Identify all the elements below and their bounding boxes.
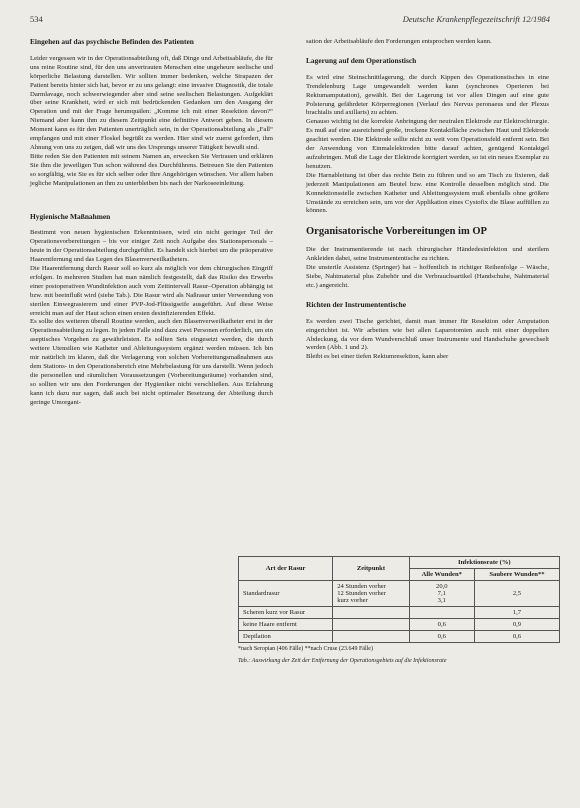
- cell-alle: 0,6: [409, 619, 474, 631]
- section-heading-organization: Organisatorische Vorbereitungen im OP: [306, 226, 487, 238]
- page-number: 534: [30, 14, 43, 24]
- table-caption: Tab.: Auswirkung der Zeit der Entfernung der Operationsgebiets auf die Infektionsrate: [238, 658, 447, 664]
- cell-zeit: [333, 631, 409, 643]
- paragraph: Bestimmt von neuen hygienischen Erkenntnissen, wird ein nicht geringer Teil der Operationsvorbereitungen – bis vor einiger Zeit noch Aufgabe des Stationspersonals – heute in der Operationsabteilung durchgeführt. Es handelt sich hierbei um die präoperative Haarentfernung und das Legen des Blasenverweilkatheters.: [30, 229, 273, 264]
- table-row: [239, 607, 560, 619]
- right-column: [306, 38, 549, 362]
- running-header: [30, 14, 550, 24]
- paragraph: Die Haarentfernung durch Rasur soll so kurz als möglich vor dem chirurgischen Eingriff erfolgen. In mehreren Studien hat man nämlich festgestellt, daß das Risiko des Erwerbs einer postoperativen Wundinfektion auch vom Zeitintervall Rasur–Operation abhängig ist bzw. mit beeinflußt wird (siehe Tab.). Die Rasur wird als Naßrasur unter Verwendung von sterilen Einwegrasierern und einer PVP-Jod-Flüssigseife ausgeführt. Auf diese Weise erreicht man auf der Haut schon einen ersten desinfizierenden Effekt.: [30, 265, 273, 317]
- section-heading-positioning: Lagerung auf dem Operationstisch: [306, 55, 417, 65]
- table-row: [239, 581, 560, 607]
- section-heading-patient: Eingehen auf das psychische Befinden des Patienten: [30, 37, 194, 46]
- cell-saubere: 2,5: [474, 581, 559, 607]
- section-heading-hygiene: Hygienische Maßnahmen: [30, 211, 111, 221]
- col-header-alle: Alle Wunden*: [409, 569, 474, 581]
- cell-alle: 0,6: [409, 631, 474, 643]
- cell-art: Standardrasur: [239, 581, 333, 607]
- col-header-zeit: Zeitpunkt: [333, 557, 409, 581]
- table-row: [239, 631, 560, 643]
- paragraph: Die unsterile Assistenz (Springer) hat – hoffentlich in richtiger Reihenfolge – Wäsche, Siebe, Nahtmaterial plus Zubehör und die Verbrauchsartikel (Handschuhe, Nahtmaterial etc.) angereicht.: [306, 264, 549, 289]
- cell-alle: 20,0 7,1 3,1: [409, 581, 474, 607]
- section-heading-instrument-tables: Richten der Instrumententische: [306, 299, 407, 309]
- paragraph: Genauso wichtig ist die korrekte Anbringung der neutralen Elektrode zur Elektrochirurgie. Es muß auf eine ausreichend große, trockene Kontaktfläche zwischen Haut und Elektrode geachtet werden. Die Elektrode sollte nicht zu weit vom Operationsfeld entfernt sein. Bei der Anwendung von Einmalelektroden bitte darauf achten, genügend Kontaktgel aufzubringen. Muß die Lage der Elektrode korrigiert werden, so ist ein neues Exemplar zu benutzen.: [306, 118, 549, 170]
- infection-rate-table: [238, 556, 560, 664]
- col-header-saubere: Saubere Wunden**: [474, 569, 559, 581]
- table-footnote: *nach Seropian (406 Fälle) **nach Cruse (23.649 Fälle): [238, 646, 373, 652]
- table-row: [239, 619, 560, 631]
- paragraph: Bitte reden Sie den Patienten mit seinem Namen an, erwecken Sie Vertrauen und erklären Sie ihm die jeweiligen Tun schon während des Durchführens. Betreuen Sie den Patienten so sorgfältig, wie Sie es für sich selber oder Ihre Angehörigen wünschen. Vor allem haben jegliche Manipulationen an ihm zu unterbleiben bis nach der Narkoseeinleitung.: [30, 152, 273, 187]
- cell-alle: [409, 607, 474, 619]
- group-header: Infektionsrate (%): [409, 557, 559, 569]
- paragraph: Bleibt es bei einer tiefen Rektumresektion, kann aber: [306, 353, 449, 361]
- cell-saubere: 1,7: [474, 607, 559, 619]
- journal-title: Deutsche Krankenpflegezeitschrift 12/1984: [402, 14, 550, 24]
- paragraph: Die Harnableitung ist über das rechte Bein zu führen und so am Tisch zu fixieren, daß jederzeit Manipulationen am Beutel bzw. eine Kontrolle desselben möglich sind. Die Konnektionsstelle zwischen Katheter und Ableitungssystem muß ebenfalls ohne größere Umstände zu erreichen sein, um vor der Applikation eines Cystofix die Blase auffüllen zu können.: [306, 171, 549, 215]
- cell-zeit: [333, 619, 409, 631]
- cell-saubere: 0,9: [474, 619, 559, 631]
- paragraph: Die der Instrumentierende ist nach chirurgischer Händedesinfektion und sterilem Ankleiden dabei, seine Instrumententische zu richten.: [306, 246, 549, 263]
- cell-art: Scheren kurz vor Rasur: [239, 607, 333, 619]
- cell-zeit: [333, 607, 409, 619]
- paragraph: sation der Arbeitsabläufe den Forderungen entsprochen werden kann.: [306, 38, 492, 45]
- cell-zeit: 24 Stunden vorher 12 Stunden vorher kurz vorher: [333, 581, 409, 607]
- col-header-art: Art der Rasur: [239, 557, 333, 581]
- cell-art: keine Haare entfernt: [239, 619, 333, 631]
- paragraph: Es sollte des weiteren überall Routine werden, auch den Blasenverweilkatheter erst in der Operationsabteilung zu legen. In jedem Falle sind dazu zwei Personen erforderlich, um ein aseptisches Vorgehen zu gewährleisten. Es sollten Sets eingesetzt werden, die durch weitere Utensilien wie Katheter und Ableitungssystem ergänzt werden müssen. Ich bin mir natürlich im klaren, daß die Verlagerung von solchen Vorbereitungsmaßnahmen aus dem Stations- in den Operationsbereich eine Mehrbelastung für uns darstellt. Wenn jedoch die personellen und räumlichen Voraussetzungen (Vorbereitungsräume) vorhanden sind, so sollten wir uns den Forderungen der Hygieniker nicht verschließen. Aus Erfahrung kann ich dazu nur sagen, daß auch bei nicht optimaler Besetzung der Abteilung durch geringe Umorgani-: [30, 318, 273, 406]
- left-column: [30, 38, 273, 408]
- paragraph: Es werden zwei Tische gerichtet, damit man immer für Resektion oder Amputation eingerichtet ist. Wir arbeiten wie bei allen Laparotomien auch mit einer doppelten Abdeckung, da vor dem Wundverschluß unser Instrumente und Handschuhe gewechselt werden (Abb. 1 und 2).: [306, 317, 549, 352]
- paragraph: Leider vergessen wir in der Operationsabteilung oft, daß Dinge und Arbeitsabläufe, die für uns reine Routine sind, für den uns anvertrauten Menschen eine ungeheure seelische und körperliche Belastung darstellen. Wir sollten immer bedenken, welche Strapazen der Patient bereits hinter sich hat, bevor er zu uns gelangt: eine invasive Diagnostik, die totale Darmlavage, noch schwerwiegender aber sind seine seelischen Belastungen. Aufgeklärt über seine Krankheit, wird er sich mit bedrückenden Gedanken um den Ausgang der Operation und mit der Frage herumquälen: „Komme ich mit einer Resektion davon?“ Niemand aber kann ihm zu diesem Zeitpunkt eine definitive Antwort geben. In diesem Moment kann es für den Patienten unerträglich sein, in der Operationsabteilung als „Fall“ empfangen und mit einer Floskel begrüßt zu werden. Hier sind wir zuerst gefordert, ihm Ahnung von uns zu zeigen, daß wir uns des Ursprungs unserer Tätigkeit bewußt sind.: [30, 54, 273, 151]
- paragraph: Es wird eine Steinschnittlagerung, die durch Kippen des Operationstisches in eine Trendelenburg Lage umgewandelt werden kann (synchrones Operieren bei Rektumamputation), gewählt. Bei der Lagerung ist vor allen Dingen auf eine gute Polsterung gefährdeter Körperregionen (Verlauf des Nervus peronaeus und der Plexus brachialis und axillaris) zu achten.: [306, 73, 549, 117]
- cell-saubere: 0,6: [474, 631, 559, 643]
- cell-art: Depilation: [239, 631, 333, 643]
